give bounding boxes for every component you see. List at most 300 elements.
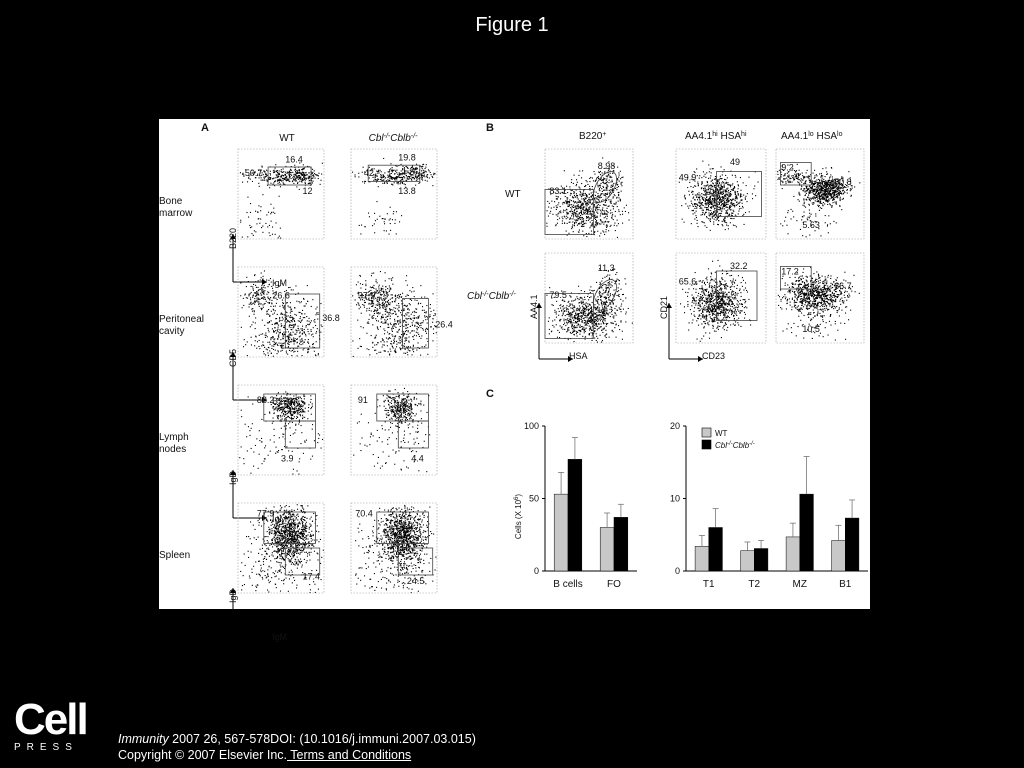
flow-dot xyxy=(407,327,408,328)
flow-dot xyxy=(253,525,254,526)
flow-dot xyxy=(393,526,394,527)
flow-dot xyxy=(406,314,407,315)
flow-dot xyxy=(262,333,263,334)
flow-dot xyxy=(248,396,249,397)
flow-dot xyxy=(305,528,306,529)
flow-dot xyxy=(287,532,288,533)
flow-dot xyxy=(281,580,282,581)
flow-dot xyxy=(400,409,401,410)
flow-dot xyxy=(258,183,259,184)
flow-dot xyxy=(373,454,374,455)
flow-dot xyxy=(374,350,375,351)
flow-dot xyxy=(382,305,383,306)
flow-dot xyxy=(387,332,388,333)
flow-dot xyxy=(275,323,276,324)
flow-dot xyxy=(303,401,304,402)
flow-dot xyxy=(406,175,407,176)
flow-dot xyxy=(394,464,395,465)
flow-dot xyxy=(283,538,284,539)
flow-dot xyxy=(244,584,245,585)
flow-dot xyxy=(255,322,256,323)
flow-dot xyxy=(400,322,401,323)
flow-dot xyxy=(302,169,303,170)
flow-dot xyxy=(302,506,303,507)
flow-dot xyxy=(294,411,295,412)
flow-dot xyxy=(276,529,277,530)
flow-dot xyxy=(365,285,366,286)
flow-dot xyxy=(408,427,409,428)
flow-dot xyxy=(402,407,403,408)
flow-dot xyxy=(394,404,395,405)
flow-dot xyxy=(407,294,408,295)
flow-dot xyxy=(266,170,267,171)
flow-dot xyxy=(362,172,363,173)
flow-dot xyxy=(300,312,301,313)
flow-dot xyxy=(397,417,398,418)
flow-dot xyxy=(295,324,296,325)
flow-plot-dots xyxy=(352,271,437,357)
flow-dot xyxy=(317,328,318,329)
flow-dot xyxy=(271,554,272,555)
flow-dot xyxy=(385,272,386,273)
flow-dot xyxy=(277,353,278,354)
flow-dot xyxy=(273,406,274,407)
flow-dot xyxy=(316,331,317,332)
flow-dot xyxy=(298,533,299,534)
flow-dot xyxy=(311,331,312,332)
flow-dot xyxy=(396,178,397,179)
flow-dot xyxy=(378,555,379,556)
flow-dot xyxy=(298,328,299,329)
flow-dot xyxy=(433,534,434,535)
flow-dot xyxy=(384,410,385,411)
flow-dot xyxy=(420,403,421,404)
flow-dot xyxy=(390,349,391,350)
flow-dot xyxy=(293,564,294,565)
flow-dot xyxy=(395,556,396,557)
flow-dot xyxy=(426,316,427,317)
flow-dot xyxy=(424,315,425,316)
flow-dot xyxy=(408,400,409,401)
flow-dot xyxy=(388,391,389,392)
flow-dot xyxy=(270,213,271,214)
flow-dot xyxy=(282,334,283,335)
flow-dot xyxy=(258,537,259,538)
flow-dot xyxy=(302,341,303,342)
flow-dot xyxy=(244,339,245,340)
flow-dot xyxy=(263,564,264,565)
flow-dot xyxy=(261,277,262,278)
flow-dot xyxy=(242,182,243,183)
flow-dot xyxy=(408,467,409,468)
flow-dot xyxy=(315,354,316,355)
flow-dot xyxy=(411,169,412,170)
flow-dot xyxy=(284,174,285,175)
flow-dot xyxy=(284,306,285,307)
flow-dot xyxy=(268,286,269,287)
flow-dot xyxy=(360,346,361,347)
flow-dot xyxy=(392,294,393,295)
flow-dot xyxy=(320,539,321,540)
flow-dot xyxy=(278,450,279,451)
flow-dot xyxy=(404,333,405,334)
flow-dot xyxy=(308,411,309,412)
flow-dot xyxy=(383,340,384,341)
flow-dot xyxy=(377,219,378,220)
flow-dot xyxy=(284,325,285,326)
flow-dot xyxy=(414,335,415,336)
flow-dot xyxy=(251,226,252,227)
flow-dot xyxy=(383,291,384,292)
flow-dot xyxy=(392,179,393,180)
flow-dot xyxy=(296,172,297,173)
flow-dot xyxy=(377,328,378,329)
flow-dot xyxy=(253,235,254,236)
flow-dot xyxy=(299,181,300,182)
flow-dot xyxy=(412,322,413,323)
flow-dot xyxy=(411,528,412,529)
flow-dot xyxy=(399,173,400,174)
flow-dot xyxy=(270,174,271,175)
flow-dot xyxy=(299,302,300,303)
flow-dot xyxy=(287,406,288,407)
flow-dot xyxy=(266,349,267,350)
flow-dot xyxy=(304,545,305,546)
flow-dot xyxy=(394,321,395,322)
flow-dot xyxy=(281,572,282,573)
flow-dot xyxy=(369,354,370,355)
flow-dot xyxy=(261,419,262,420)
flow-dot xyxy=(263,298,264,299)
flow-dot xyxy=(357,320,358,321)
flow-dot xyxy=(304,332,305,333)
flow-dot xyxy=(262,226,263,227)
flow-dot xyxy=(280,176,281,177)
flow-dot xyxy=(269,350,270,351)
flow-dot xyxy=(390,402,391,403)
flow-dot xyxy=(310,322,311,323)
flow-dot xyxy=(420,533,421,534)
flow-dot xyxy=(401,520,402,521)
flow-dot xyxy=(290,541,291,542)
flow-dot xyxy=(410,403,411,404)
flow-dot xyxy=(290,169,291,170)
flow-dot xyxy=(283,180,284,181)
flow-dot xyxy=(293,412,294,413)
flow-dot xyxy=(382,291,383,292)
flow-dot xyxy=(403,521,404,522)
flow-dot xyxy=(382,314,383,315)
flow-dot xyxy=(252,572,253,573)
flow-dot xyxy=(388,396,389,397)
flow-dot xyxy=(391,309,392,310)
flow-dot xyxy=(300,341,301,342)
flow-dot xyxy=(288,411,289,412)
flow-dot xyxy=(382,538,383,539)
flow-dot xyxy=(402,179,403,180)
flow-dot xyxy=(404,506,405,507)
flow-dot xyxy=(388,456,389,457)
flow-dot xyxy=(283,409,284,410)
flow-dot xyxy=(373,288,374,289)
flow-dot xyxy=(247,236,248,237)
flow-dot xyxy=(408,312,409,313)
flow-dot xyxy=(421,322,422,323)
flow-dot xyxy=(391,531,392,532)
flow-dot xyxy=(390,427,391,428)
flow-dot xyxy=(377,300,378,301)
flow-dot xyxy=(281,537,282,538)
flow-dot xyxy=(301,425,302,426)
flow-dot xyxy=(322,439,323,440)
flow-dot xyxy=(269,534,270,535)
flow-dot xyxy=(389,437,390,438)
flow-dot xyxy=(298,531,299,532)
flow-dot xyxy=(400,342,401,343)
flow-dot xyxy=(271,337,272,338)
flow-dot xyxy=(289,520,290,521)
flow-dot xyxy=(282,320,283,321)
flow-dot xyxy=(298,540,299,541)
flow-dot xyxy=(298,516,299,517)
flow-dot xyxy=(401,563,402,564)
flow-dot xyxy=(386,414,387,415)
flow-dot xyxy=(397,406,398,407)
flow-dot xyxy=(434,173,435,174)
flow-dot xyxy=(402,174,403,175)
flow-dot xyxy=(264,290,265,291)
flow-dot xyxy=(389,234,390,235)
flow-dot xyxy=(384,182,385,183)
flow-dot xyxy=(405,401,406,402)
flow-dot xyxy=(409,423,410,424)
flow-dot xyxy=(407,285,408,286)
flow-dot xyxy=(299,420,300,421)
flow-dot xyxy=(269,413,270,414)
flow-dot xyxy=(318,433,319,434)
flow-dot xyxy=(281,325,282,326)
flow-dot xyxy=(289,177,290,178)
flow-dot xyxy=(305,334,306,335)
flow-dot xyxy=(272,178,273,179)
flow-dot xyxy=(279,510,280,511)
flow-dot xyxy=(291,564,292,565)
flow-dot xyxy=(391,173,392,174)
flow-dot xyxy=(405,417,406,418)
flow-dot xyxy=(282,557,283,558)
flow-dot xyxy=(321,579,322,580)
flow-dot xyxy=(253,303,254,304)
flow-dot xyxy=(384,333,385,334)
flow-dot xyxy=(311,548,312,549)
flow-dot xyxy=(239,457,240,458)
flow-dot xyxy=(419,403,420,404)
flow-dot xyxy=(292,172,293,173)
flow-dot xyxy=(407,178,408,179)
flow-dot xyxy=(267,573,268,574)
flow-dot xyxy=(408,407,409,408)
flow-dot xyxy=(256,287,257,288)
flow-dot xyxy=(251,344,252,345)
flow-dot xyxy=(291,553,292,554)
flow-dot xyxy=(395,298,396,299)
flow-dot xyxy=(288,287,289,288)
flow-dot xyxy=(264,458,265,459)
flow-dot xyxy=(397,322,398,323)
flow-dot xyxy=(400,337,401,338)
flow-dot xyxy=(360,307,361,308)
flow-dot xyxy=(290,418,291,419)
flow-dot xyxy=(392,184,393,185)
flow-dot xyxy=(273,408,274,409)
flow-dot xyxy=(409,556,410,557)
flow-dot xyxy=(303,180,304,181)
flow-dot xyxy=(258,468,259,469)
flow-dot xyxy=(302,523,303,524)
flow-dot xyxy=(247,450,248,451)
flow-dot xyxy=(407,406,408,407)
flow-dot xyxy=(262,578,263,579)
flow-dot xyxy=(398,342,399,343)
flow-dot xyxy=(260,289,261,290)
flow-dot xyxy=(278,334,279,335)
flow-dot xyxy=(278,530,279,531)
flow-dot xyxy=(278,351,279,352)
flow-dot xyxy=(400,527,401,528)
flow-dot xyxy=(272,227,273,228)
flow-dot xyxy=(266,519,267,520)
flow-dot xyxy=(276,303,277,304)
flow-dot xyxy=(291,525,292,526)
flow-dot xyxy=(290,327,291,328)
flow-dot xyxy=(414,326,415,327)
flow-dot xyxy=(392,407,393,408)
flow-dot xyxy=(312,424,313,425)
flow-dot xyxy=(300,523,301,524)
flow-dot xyxy=(250,203,251,204)
flow-dot xyxy=(303,173,304,174)
flow-dot xyxy=(276,576,277,577)
flow-dot xyxy=(265,551,266,552)
flow-dot xyxy=(262,289,263,290)
flow-dot xyxy=(288,336,289,337)
flow-dot xyxy=(304,559,305,560)
flow-dot xyxy=(401,538,402,539)
flow-dot xyxy=(380,297,381,298)
flow-dot xyxy=(248,295,249,296)
flow-dot xyxy=(389,304,390,305)
flow-dot xyxy=(383,323,384,324)
flow-dot xyxy=(258,299,259,300)
flow-dot xyxy=(392,346,393,347)
flow-dot xyxy=(403,331,404,332)
flow-dot xyxy=(408,346,409,347)
flow-dot xyxy=(401,297,402,298)
flow-dot xyxy=(293,528,294,529)
flow-dot xyxy=(260,575,261,576)
flow-dot xyxy=(398,419,399,420)
flow-dot xyxy=(306,316,307,317)
flow-dot xyxy=(303,526,304,527)
flow-dot xyxy=(281,544,282,545)
flow-dot xyxy=(401,170,402,171)
flow-dot xyxy=(276,538,277,539)
flow-dot xyxy=(408,527,409,528)
flow-dot xyxy=(293,183,294,184)
flow-dot xyxy=(389,354,390,355)
flow-dot xyxy=(388,177,389,178)
flow-dot xyxy=(364,302,365,303)
flow-dot xyxy=(277,572,278,573)
flow-dot xyxy=(390,299,391,300)
flow-dot xyxy=(250,326,251,327)
flow-dot xyxy=(290,407,291,408)
flow-dot xyxy=(295,171,296,172)
flow-dot xyxy=(270,278,271,279)
flow-dot xyxy=(409,531,410,532)
flow-dot xyxy=(294,527,295,528)
flow-dot xyxy=(302,418,303,419)
flow-dot xyxy=(289,307,290,308)
flow-dot xyxy=(381,541,382,542)
flow-dot xyxy=(415,534,416,535)
flow-dot xyxy=(377,430,378,431)
flow-dot xyxy=(281,412,282,413)
flow-dot xyxy=(389,174,390,175)
flow-dot xyxy=(243,575,244,576)
flow-dot xyxy=(375,179,376,180)
flow-dot xyxy=(295,561,296,562)
flow-dot xyxy=(307,329,308,330)
flow-dot xyxy=(292,407,293,408)
flow-dot xyxy=(317,442,318,443)
flow-dot xyxy=(388,401,389,402)
flow-dot xyxy=(397,404,398,405)
flow-dot xyxy=(307,320,308,321)
flow-dot xyxy=(301,320,302,321)
flow-dot xyxy=(396,533,397,534)
flow-dot xyxy=(301,412,302,413)
flow-dot xyxy=(275,531,276,532)
flow-dot xyxy=(320,184,321,185)
flow-dot xyxy=(297,525,298,526)
flow-dot xyxy=(407,536,408,537)
flow-dot xyxy=(382,288,383,289)
flow-dot xyxy=(422,520,423,521)
flow-dot xyxy=(384,531,385,532)
flow-dot xyxy=(403,392,404,393)
flow-dot xyxy=(408,324,409,325)
flow-dot xyxy=(310,534,311,535)
flow-dot xyxy=(294,340,295,341)
flow-dot xyxy=(390,223,391,224)
flow-dot xyxy=(402,514,403,515)
flow-dot xyxy=(250,212,251,213)
flow-dot xyxy=(389,408,390,409)
flow-dot xyxy=(406,173,407,174)
flow-dot xyxy=(299,554,300,555)
flow-dot xyxy=(386,308,387,309)
flow-dot xyxy=(291,532,292,533)
flow-dot xyxy=(406,514,407,515)
flow-dot xyxy=(379,300,380,301)
flow-dot xyxy=(411,291,412,292)
flow-dot xyxy=(380,352,381,353)
flow-dot xyxy=(281,558,282,559)
flow-dot xyxy=(303,169,304,170)
flow-dot xyxy=(412,167,413,168)
flow-dot xyxy=(265,354,266,355)
